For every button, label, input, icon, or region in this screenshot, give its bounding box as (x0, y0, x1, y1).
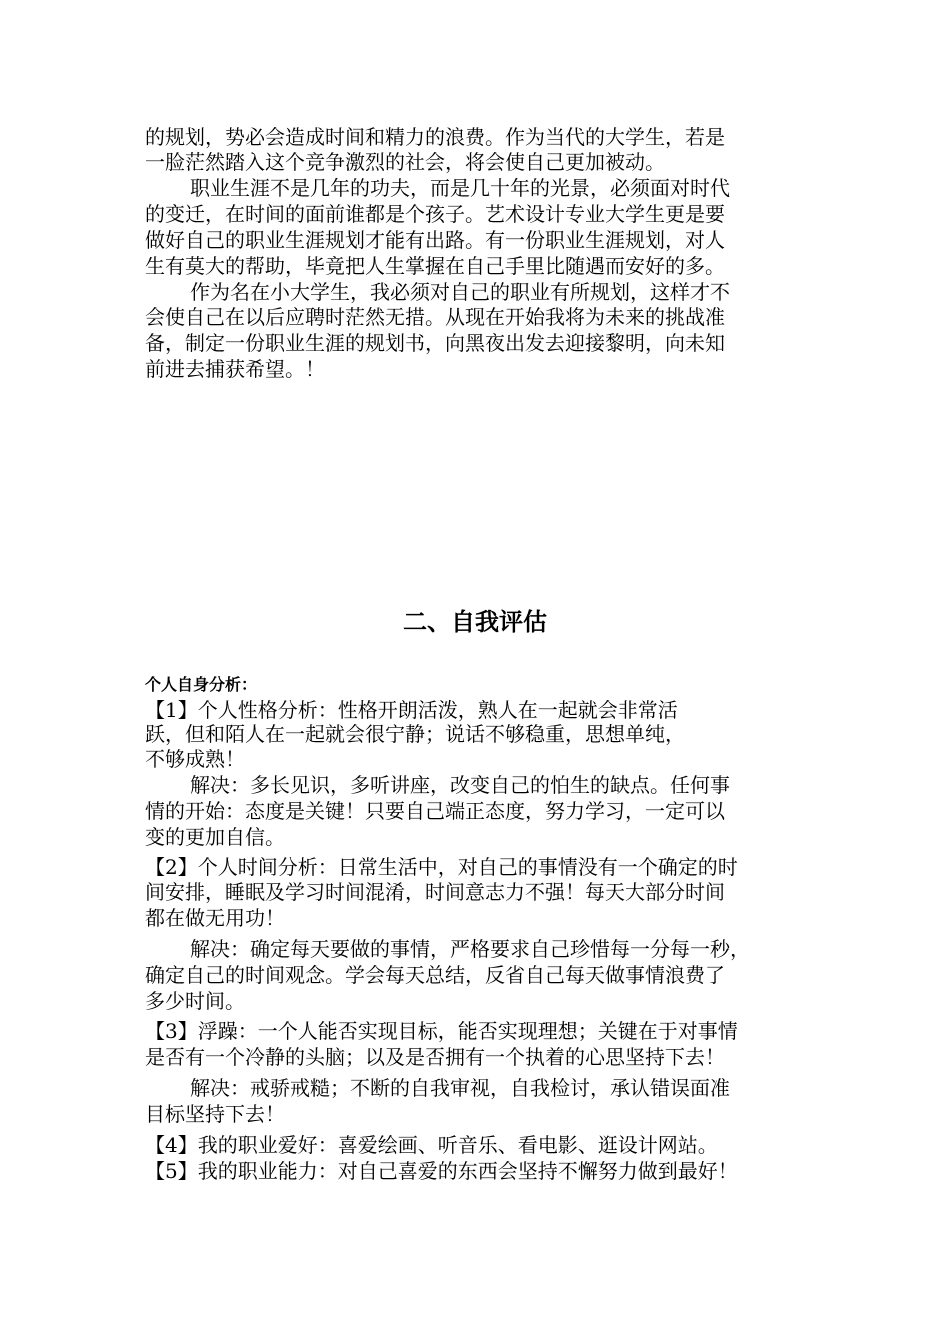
analysis-line: 情的开始：态度是关键！只要自己端正态度，努力学习，一定可以 (145, 799, 725, 823)
intro-line: 生有莫大的帮助，毕竟把人生掌握在自己手里比随遇而安好的多。 (145, 254, 725, 278)
intro-line: 的规划，势必会造成时间和精力的浪费。作为当代的大学生，若是 (145, 125, 725, 149)
analysis-line: 变的更加自信。 (145, 825, 285, 849)
intro-line: 作为名在小大学生，我必须对自己的职业有所规划，这样才不 (190, 280, 730, 304)
analysis-line: 【3】浮躁：一个人能否实现目标，能否实现理想；关键在于对事情 (145, 1019, 738, 1043)
section-title: 二、自我评估 (403, 607, 547, 636)
analysis-line: 【2】个人时间分析：日常生活中，对自己的事情没有一个确定的时 (145, 855, 738, 879)
analysis-line: 【5】我的职业能力：对自己喜爱的东西会坚持不懈努力做到最好！ (145, 1159, 738, 1183)
analysis-line: 解决：戒骄戒糙；不断的自我审视，自我检讨，承认错误面准 (190, 1076, 730, 1100)
intro-line: 做好自己的职业生涯规划才能有出路。有一份职业生涯规划，对人 (145, 228, 725, 252)
analysis-line: 解决：确定每天要做的事情，严格要求自己珍惜每一分每一秒， (190, 937, 750, 961)
intro-line: 职业生涯不是几年的功夫，而是几十年的光景，必须面对时代 (190, 176, 730, 200)
analysis-line: 多少时间。 (145, 989, 245, 1013)
analysis-line: 【1】个人性格分析：性格开朗活泼，熟人在一起就会非常活 (145, 698, 678, 722)
intro-line: 会使自己在以后应聘时茫然无措。从现在开始我将为未来的挑战准 (145, 305, 725, 329)
analysis-line: 跃，但和陌人在一起就会很宁静；说话不够稳重，思想单纯， (145, 722, 685, 746)
analysis-line: 确定自己的时间观念。学会每天总结，反省自己每天做事情浪费了 (145, 963, 725, 987)
subsection-title: 个人自身分析： (145, 675, 258, 694)
analysis-line: 不够成熟！ (145, 747, 245, 771)
analysis-line: 【4】我的职业爱好：喜爱绘画、听音乐、看电影、逛设计网站。 (145, 1133, 718, 1157)
analysis-line: 是否有一个冷静的头脑；以及是否拥有一个执着的心思坚持下去！ (145, 1045, 725, 1069)
intro-line: 的变迁，在时间的面前谁都是个孩子。艺术设计专业大学生更是要 (145, 202, 725, 226)
analysis-line: 目标坚持下去！ (145, 1102, 285, 1126)
analysis-line: 解决：多长见识，多听讲座，改变自己的怕生的缺点。任何事 (190, 773, 730, 797)
analysis-line: 间安排，睡眠及学习时间混淆，时间意志力不强！每天大部分时间 (145, 880, 725, 904)
intro-line: 前进去捕获希望。！ (145, 357, 325, 381)
analysis-line: 都在做无用功！ (145, 906, 285, 930)
intro-line: 备，制定一份职业生涯的规划书，向黑夜出发去迎接黎明，向未知 (145, 331, 725, 355)
intro-line: 一脸茫然踏入这个竞争激烈的社会，将会使自己更加被动。 (145, 150, 665, 174)
